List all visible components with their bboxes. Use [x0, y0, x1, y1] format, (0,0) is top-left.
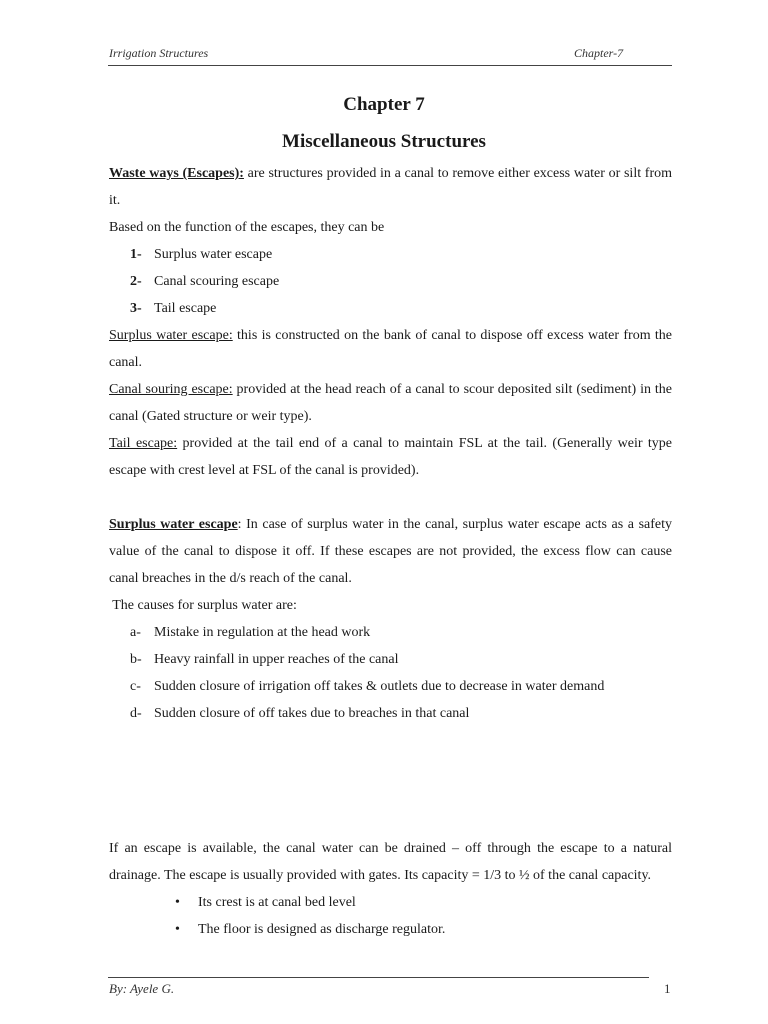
- intro-term: Waste ways (Escapes):: [109, 166, 244, 181]
- list-marker: 1-: [130, 247, 142, 262]
- list-item-text: Sudden closure of irrigation off takes & outlets due to decrease in water demand: [154, 679, 605, 694]
- running-header-title: Irrigation Structures: [109, 46, 209, 60]
- intro-text: are structures provided in a canal to remove either excess water or silt from it.: [109, 166, 673, 208]
- list-item-text: Canal scouring escape: [154, 274, 280, 289]
- list-item-text: Heavy rainfall in upper reaches of the canal: [154, 652, 399, 667]
- definition-text: this is constructed on the bank of canal to dispose off excess water from the canal.: [109, 328, 673, 370]
- list-item-text: Tail escape: [154, 301, 217, 316]
- list-item: [109, 646, 672, 673]
- definition-term: Canal souring escape:: [109, 382, 233, 397]
- intro-paragraph: [109, 160, 672, 214]
- list-marker: 2-: [130, 274, 142, 289]
- list-item: [109, 241, 672, 268]
- definition-paragraph: [109, 376, 672, 430]
- page-number: 1: [664, 981, 671, 996]
- definition-term: Surplus water escape:: [109, 328, 233, 343]
- list-item: [109, 619, 672, 646]
- definition-term: Tail escape:: [109, 436, 178, 451]
- running-header-chapter: Chapter-7: [574, 46, 624, 60]
- intro-lead: Based on the function of the escapes, they can be: [109, 220, 385, 235]
- list-item: [109, 700, 672, 727]
- surplus-paragraph: [109, 511, 672, 592]
- bullet-item: [109, 889, 672, 916]
- chapter-subtitle: Miscellaneous Structures: [282, 131, 486, 152]
- bullet-text: Its crest is at canal bed level: [198, 895, 356, 910]
- list-marker: d-: [130, 706, 142, 721]
- bullet-dot: •: [175, 922, 180, 937]
- bullet-dot: •: [175, 895, 180, 910]
- chapter-title: Chapter 7: [343, 94, 425, 115]
- list-item-text: Mistake in regulation at the head work: [154, 625, 371, 640]
- causes-list: [109, 619, 672, 727]
- list-item: [109, 673, 672, 700]
- definition-paragraph: [109, 322, 672, 376]
- escape-types-list: [109, 241, 672, 322]
- list-item-text: Surplus water escape: [154, 247, 273, 262]
- spacer: [109, 727, 672, 835]
- footer-divider: [108, 977, 649, 978]
- spacer: [109, 484, 672, 511]
- causes-lead: The causes for surplus water are:: [109, 598, 297, 613]
- list-marker: 3-: [130, 301, 142, 316]
- surplus-term: Surplus water escape: [109, 517, 238, 532]
- definition-text: provided at the tail end of a canal to maintain FSL at the tail. (Generally weir type escape with crest level at FSL of the canal is provided).: [109, 436, 673, 478]
- list-marker: c-: [130, 679, 141, 694]
- list-item: [109, 268, 672, 295]
- bullet-list: [109, 889, 672, 943]
- header-divider: [108, 65, 672, 66]
- list-item: [109, 295, 672, 322]
- document-body: [109, 160, 672, 943]
- list-item-text: Sudden closure of off takes due to breaches in that canal: [154, 706, 470, 721]
- bullet-text: The floor is designed as discharge regulator.: [198, 922, 446, 937]
- bullet-item: [109, 916, 672, 943]
- definition-paragraph: [109, 430, 672, 484]
- definition-text: provided at the head reach of a canal to scour deposited silt (sediment) in the canal (Gated structure or weir type).: [109, 382, 672, 424]
- footer-author: By: Ayele G.: [109, 981, 175, 996]
- list-marker: b-: [130, 652, 142, 667]
- drainage-paragraph: If an escape is available, the canal water can be drained – off through the escape to a natural drainage. The escape is usually provided with gates. Its capacity = 1/3 to ½ of the canal capacity.: [109, 841, 672, 883]
- surplus-text: : In case of surplus water in the canal, surplus water escape acts as a safety value of the canal to dispose it off. If these escapes are not provided, the excess flow can cause canal breaches in the d/s reach of the canal.: [109, 517, 672, 586]
- list-marker: a-: [130, 625, 141, 640]
